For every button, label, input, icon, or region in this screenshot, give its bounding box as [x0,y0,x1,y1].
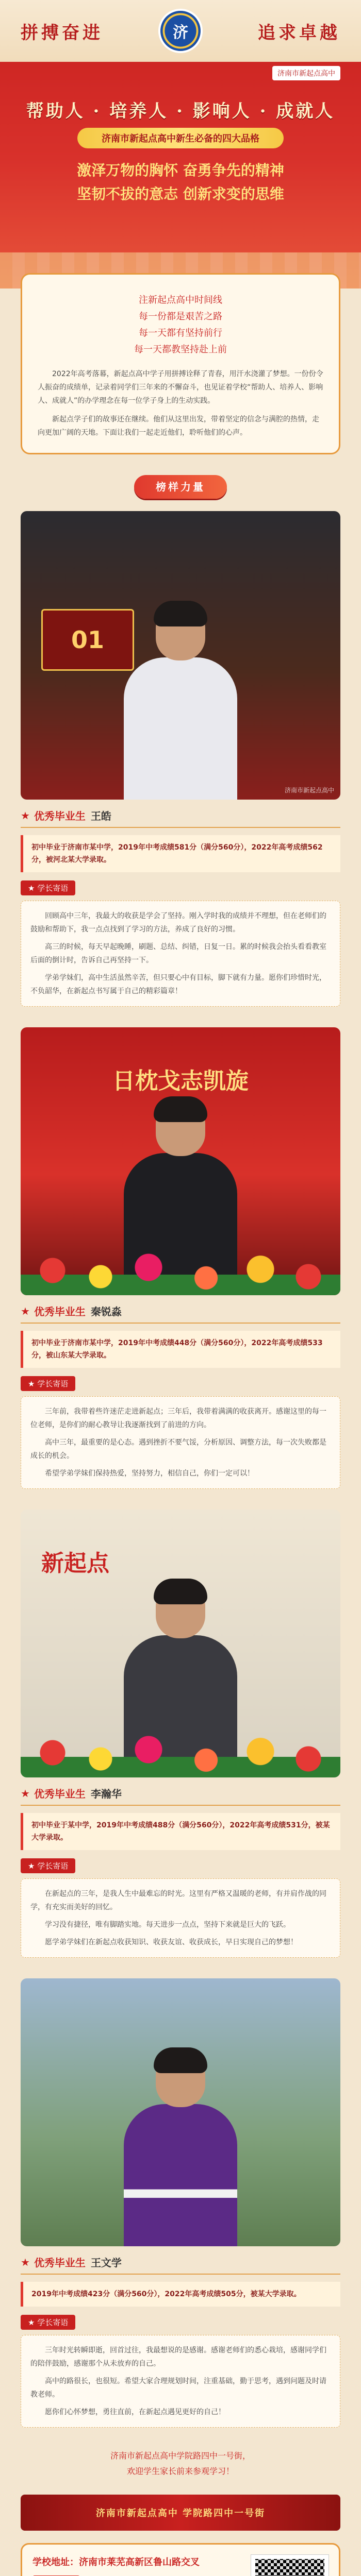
message-heading: ★ 学长寄语 [21,1376,75,1391]
star-icon: ★ [21,2256,30,2268]
student-name-bar [21,808,340,828]
school-name-badge: 济南市新起点高中 [272,66,340,80]
school-banner: 济南市新起点高中 学院路四中一号街 [21,2495,340,2531]
contact-title: 学校地址：济南市莱芜高新区鲁山路交叉 [32,2557,200,2568]
photo-sign: 新起点 [41,1550,109,1577]
student-message [21,2335,340,2428]
hero-motto: 帮助人 · 培养人 · 影响人 · 成就人 [26,101,335,122]
student-card [21,1027,340,1489]
poem-line-2: 坚韧不拔的意志 创新求变的思维 [77,185,284,202]
student-card [21,1978,340,2428]
message-paragraph: 希望学弟学妹们保持热爱，坚持努力，相信自己，你们一定可以！ [45,1469,254,1478]
slogan-right: 追求卓越 [258,22,340,43]
student-message [21,1396,340,1489]
student-score: 初中毕业于济南市某中学，2019年中考成绩581分（满分560分），2022年高考成绩562分，被河北某大学录取。 [21,835,340,872]
figure-hair [154,1096,207,1122]
student-card [21,511,340,1007]
message-paragraph: 高三的时候，每天早起晚睡，刷题、总结、纠错，日复一日。累的时候我会抬头看看教室后面的倒计时，告诉自己再坚持一下。 [30,943,326,964]
message-paragraph: 回顾高中三年，我最大的收获是学会了坚持。刚入学时我的成绩并不理想，但在老师们的鼓励和帮助下，我一点点找到了学习的方法，养成了良好的习惯。 [30,912,326,934]
message-heading: ★ 学长寄语 [21,2315,75,2330]
hero-poem [0,159,361,206]
student-label: 优秀毕业生 [34,2257,86,2269]
figure-body [124,2104,237,2246]
student-name: 王皓 [90,810,111,822]
student-score: 初中毕业于某中学，2019年中考成绩488分（满分560分），2022年高考成绩531分，被某大学录取。 [21,1813,340,1850]
message-heading: ★ 学长寄语 [21,1858,75,1873]
contact-info [32,2555,242,2576]
hero-top-bar [0,0,361,62]
intro-paragraph-2: 新起点学子们的故事还在继续。他们从这里出发，带着坚定的信念与满腔的热情，走向更加广阔的天地。下面让我们一起走近他们，聆听他们的心声。 [38,415,319,437]
student-name-bar [21,1786,340,1806]
student-name: 秦锐淼 [90,1306,122,1318]
ending-line-2: 欢迎学生家长前来参观学习！ [126,2466,234,2476]
student-label: 优秀毕业生 [34,810,86,822]
student-label: 优秀毕业生 [34,1306,86,1318]
student-name: 王文学 [90,2257,122,2269]
tagline-1: 注新起点高中时间线 [139,295,222,306]
section-heading: 榜样力量 [134,475,227,499]
contact-box [21,2543,340,2576]
school-logo: 济 [158,9,203,53]
student-figure [124,604,237,800]
student-card [21,1510,340,1958]
star-icon: ★ [21,809,30,822]
student-label: 优秀毕业生 [34,1788,86,1800]
hero-banner [0,0,361,289]
message-paragraph: 在新起点的三年，是我人生中最难忘的时光。这里有严格又温暖的老师，有并肩作战的同学，有充实而美好的回忆。 [30,1890,326,1911]
hero-ribbon: 济南市新起点高中新生必备的四大品格 [77,128,284,148]
student-score: 初中毕业于济南市某中学，2019年中考成绩448分（满分560分），2022年高考成绩533分，被山东某大学录取。 [21,1331,340,1368]
message-paragraph: 高中的路很长，也很短。希望大家合理规划时间，注重基础，勤于思考，遇到问题及时请教老师。 [30,2377,326,2399]
figure-body [124,657,237,800]
ending-text [21,2448,340,2479]
student-name-bar [21,1303,340,1324]
student-name-bar [21,2255,340,2275]
message-paragraph: 三年时光转瞬即逝，回首过往，我最想说的是感谢。感谢老师们的悉心栽培，感谢同学们的陪伴鼓励，感谢那个从未放弃的自己。 [30,2346,326,2368]
flower-decor [21,1716,340,1777]
message-paragraph: 学习没有捷径，唯有脚踏实地。每天进步一点点，坚持下来就是巨大的飞跃。 [45,1921,290,1929]
student-score: 2019年中考成绩423分（满分560分），2022年高考成绩505分，被某大学录取。 [21,2282,340,2307]
message-paragraph: 愿你们心怀梦想，勇往直前，在新起点遇见更好的自己！ [45,2408,225,2416]
student-figure [124,2050,237,2246]
photo-watermark: 济南市新起点高中 [284,787,334,794]
tagline-4: 每一天都教坚持赴上前 [134,344,227,355]
message-paragraph: 愿学弟学妹们在新起点收获知识、收获友谊、收获成长，早日实现自己的梦想！ [45,1938,298,1946]
message-paragraph: 高中三年，最重要的是心态。遇到挫折不要气馁，分析原因、调整方法，每一次失败都是成长的机会。 [30,1438,326,1460]
photo-sign: 日枕戈志凯旋 [112,1068,249,1094]
qr-block [251,2555,329,2576]
flower-decor [21,1233,340,1295]
student-photo [21,1027,340,1295]
tagline-2: 每一份都是艰苦之路 [139,311,222,322]
student-photo [21,511,340,800]
intro-paragraph-1: 2022年高考落幕，新起点高中学子用拼搏诠释了青春，用汗水浇灌了梦想。一份份令人振奋的成绩单，记录着同学们三年来的不懈奋斗，也见证着学校“帮助人、培养人、影响人、成就人”的办学理念在每一位学子身上的生动实践。 [38,370,323,405]
student-photo [21,1978,340,2246]
intro-taglines [38,292,323,358]
message-paragraph: 三年前，我带着些许迷茫走进新起点；三年后，我带着满满的收获离开。感谢这里的每一位老师，是你们的耐心教导让我逐渐找到了前进的方向。 [30,1408,326,1429]
countdown-board: 01 [41,609,134,671]
poem-line-1: 激泽万物的胸怀 奋勇争先的精神 [77,162,284,179]
message-paragraph: 学弟学妹们，高中生活虽然辛苦，但只要心中有目标，脚下就有力量。愿你们珍惜时光，不负韶华，在新起点书写属于自己的精彩篇章！ [30,974,326,995]
star-icon: ★ [21,1304,30,1317]
ending-line-1: 济南市新起点高中学院路四中一号街， [110,2451,251,2461]
student-photo [21,1510,340,1777]
qr-code-icon[interactable] [251,2555,329,2576]
student-message [21,1878,340,1958]
figure-hair [154,2047,207,2073]
figure-hair [154,601,207,626]
figure-hair [154,1579,207,1604]
tagline-3: 每一天都有坚持前行 [139,328,222,338]
star-icon: ★ [21,1787,30,1800]
student-name: 李瀚华 [90,1788,122,1800]
intro-box [21,273,340,454]
message-heading: ★ 学长寄语 [21,880,75,895]
student-message [21,901,340,1007]
slogan-left: 拼搏奋进 [21,22,103,43]
